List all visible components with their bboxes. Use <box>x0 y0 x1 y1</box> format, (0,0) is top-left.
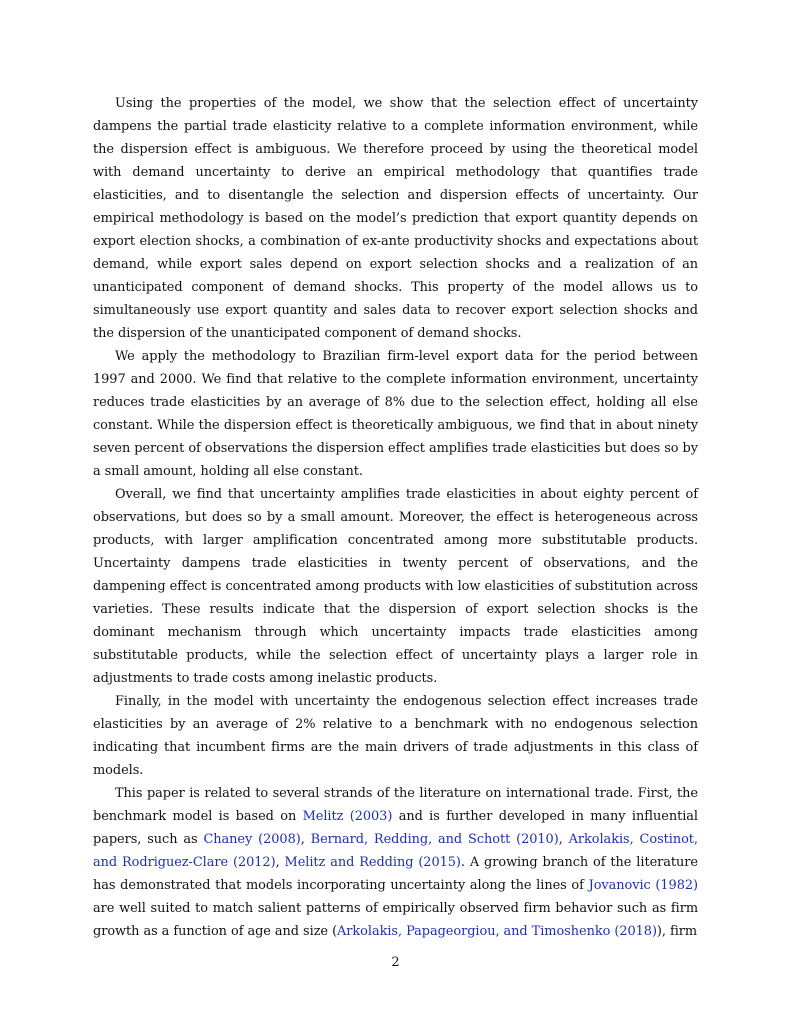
citation-link[interactable]: Arkolakis, Papageorgiou, and Timoshenko (2018) <box>337 924 657 939</box>
citation-link[interactable]: Melitz (2003) <box>302 809 393 824</box>
paragraph <box>93 782 698 943</box>
paragraph-text: , <box>300 832 311 847</box>
paragraph <box>93 690 698 782</box>
paragraph-text: Using the properties of the model, we show that the selection effect of uncertainty dampens the partial trade elasticity relative to a complete information environment, while the dispersion effect is ambiguous. We therefore proceed by using the theoretical model with demand uncertainty to derive an empirical methodology that quantifies trade elasticities, and to disentangle the selection and dispersion effects of uncertainty. Our empirical methodology is based on the model’s prediction that export quantity depends on export election shocks, a combination of ex-ante productivity shocks and expectations about demand, while export sales depend on export selection shocks and a realization of an unanticipated component of demand shocks. This property of the model allows us to simultaneously use export quantity and sales data to recover export selection shocks and the dispersion of the unanticipated component of demand shocks. <box>93 96 698 341</box>
paragraph-text: We apply the methodology to Brazilian firm-level export data for the period between 1997 and 2000. We find that relative to the complete information environment, uncertainty reduces trade elasticities by an average of 8% due to the selection effect, holding all else constant. While the dispersion effect is theoretically ambiguous, we find that in about ninety seven percent of observations the dispersion effect amplifies trade elasticities but does so by a small amount, holding all else constant. <box>93 349 698 479</box>
paragraph-text: ), firm <box>656 924 698 939</box>
paragraph <box>93 92 698 345</box>
citation-link[interactable]: Melitz and Redding (2015) <box>284 855 461 870</box>
paragraph-text: This paper is related to several strands of the literature on international trade. First, the benchmark model is based on <box>93 786 698 824</box>
paragraph-text: , <box>558 832 569 847</box>
paragraph-text: and is further developed in many influential papers, such as <box>93 809 699 847</box>
paragraph-text: , <box>275 855 285 870</box>
citation-link[interactable]: Arkolakis, Costinot, and Rodriguez-Clare (2012) <box>93 832 698 870</box>
citation-link[interactable]: Chaney (2008) <box>203 832 301 847</box>
page-number: 2 <box>391 955 400 970</box>
paragraph-text: . A growing branch of the literature has demonstrated that models incorporating uncertainty along the lines of <box>93 855 698 893</box>
paragraph-text: Overall, we find that uncertainty amplifies trade elasticities in about eighty percent of observations, but does so by a small amount. Moreover, the effect is heterogeneous across products, with larger amplification concentrated among more substitutable products. Uncertainty dampens trade elasticities in twenty percent of observations, and the dampening effect is concentrated among products with low elasticities of substitution across varieties. These results indicate that the dispersion of export selection shocks is the dominant mechanism through which uncertainty impacts trade elasticities among substitutable products, while the selection effect of uncertainty plays a larger role in adjustments to trade costs among inelastic products. <box>93 487 698 686</box>
citation-link[interactable]: Jovanovic (1982) <box>588 878 698 893</box>
page-body <box>93 92 698 943</box>
paragraph <box>93 345 698 483</box>
citation-link[interactable]: Bernard, Redding, and Schott (2010) <box>310 832 559 847</box>
paragraph <box>93 483 698 690</box>
paragraph-text: are well suited to match salient patterns of empirically observed firm behavior such as firm growth as a function of age and size ( <box>93 901 698 939</box>
paragraph-text: Finally, in the model with uncertainty the endogenous selection effect increases trade elasticities by an average of 2% relative to a benchmark with no endogenous selection indicating that incumbent firms are the main drivers of trade adjustments in this class of models. <box>93 694 698 778</box>
